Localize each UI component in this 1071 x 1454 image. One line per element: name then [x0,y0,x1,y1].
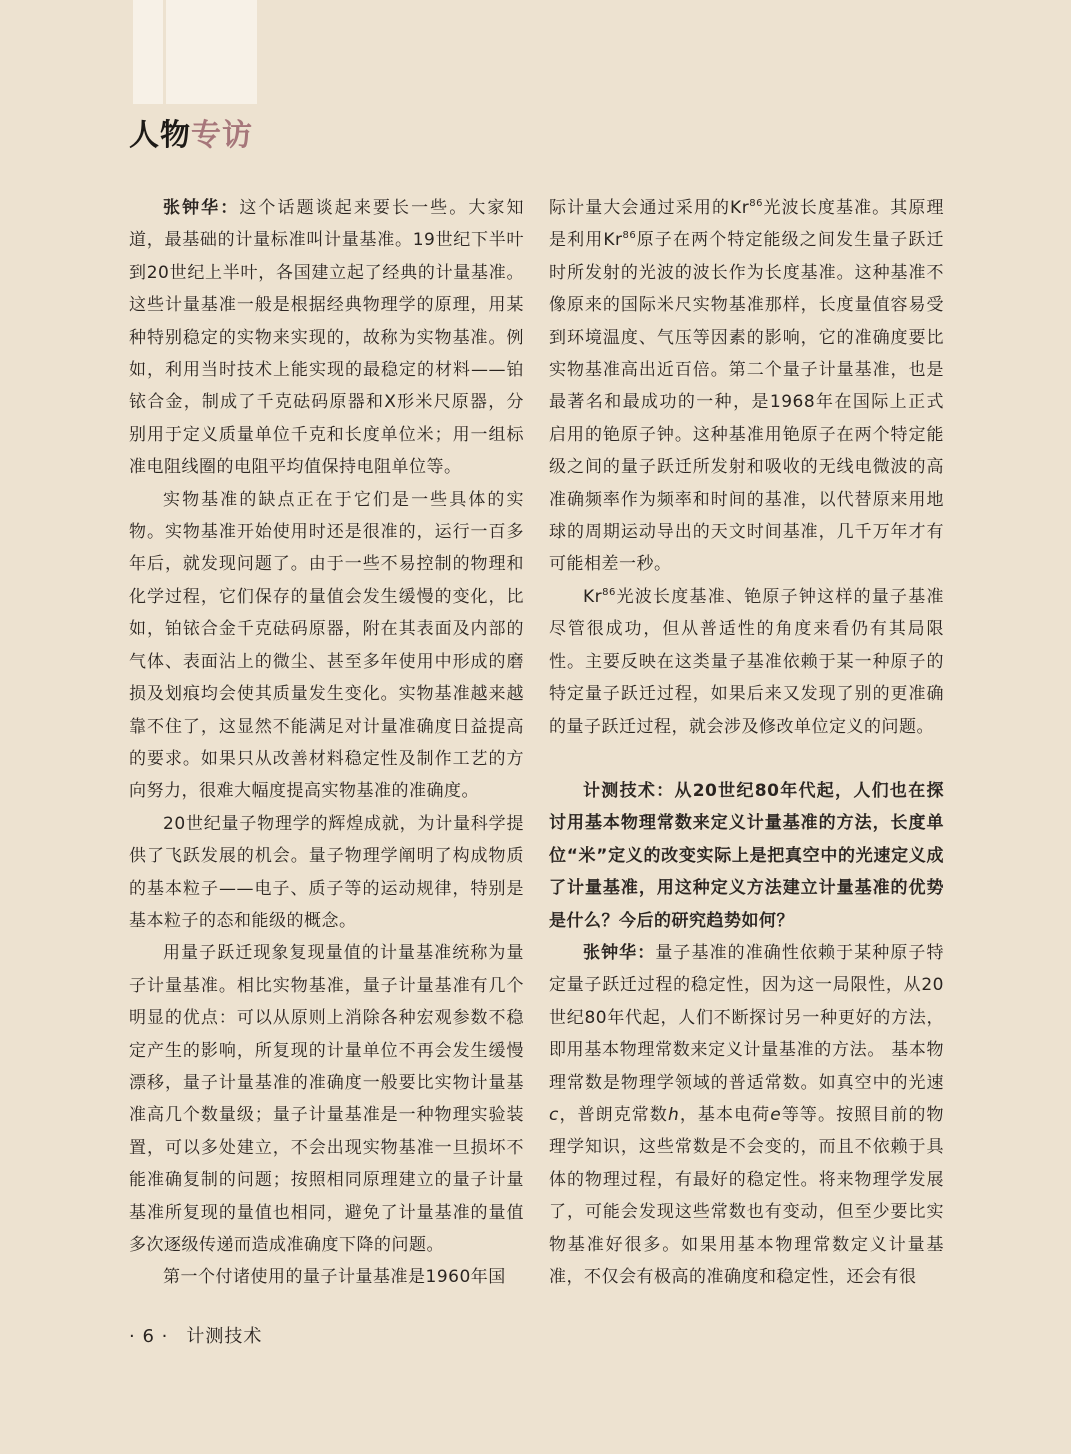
speaker-label: 计测技术： [583,780,675,801]
speaker-label: 张钟华： [163,198,240,218]
paragraph: 第一个付诸使用的量子计量基准是1960年国 [163,1267,506,1288]
symbol-h: h [667,1104,680,1125]
page-footer [129,1322,262,1348]
header-tab-decoration [133,0,257,104]
paragraph-text: ，普朗克常数 [558,1104,668,1125]
left-column [129,192,524,1294]
paragraph: 20世纪量子物理学的辉煌成就，为计量科学提供了飞跃发展的机会。量子物理学阐明了构成物质的基本粒子——电子、质子等的运动规律，特别是基本粒子的态和能级的概念。 [129,813,524,931]
paragraph-text: ，基本电荷 [679,1104,771,1125]
speaker-label: 张钟华： [583,942,656,963]
symbol-e: e [770,1104,782,1125]
paragraph-text: 光波长度基准。其原理是利用Kr [549,198,944,251]
header-tab-line [163,0,166,104]
superscript: 86 [602,586,616,598]
symbol-c: c [549,1104,559,1125]
paragraph-text: 光波长度基准、铯原子钟这样的量子基准尽管很成功，但从普适性的角度来看仍有其局限性。主要反映在这类量子基准依赖于某一种原子的特定量子跃迁过程，如果后来又发现了别的更准确的量子跃迁过程，就会涉及修改单位定义的问题。 [549,586,944,737]
paragraph-text: 量子基准的准确性依赖于某种原子特定量子跃迁过程的稳定性，因为这一局限性，从20世纪80年代起，人们不断探讨另一种更好的方法，即用基本物理常数来定义计量基准的方法。 基本物理常数是物理学领域的普适常数。如真空中的光速 [549,942,945,1093]
paragraph [549,192,944,581]
paragraph [129,192,524,484]
paragraph: 实物基准的缺点正在于它们是一些具体的实物。实物基准开始使用时还是很准的，运行一百多年后，就发现问题了。由于一些不易控制的物理和化学过程，它们保存的量值会发生缓慢的变化，比如，铂铱合金千克砝码原器，附在其表面及内部的气体、表面沾上的微尘、甚至多年使用中形成的磨损及划痕均会使其质量发生变化。实物基准越来越靠不住了，这显然不能满足对计量准确度日益提高的要求。如果只从改善材料稳定性及制作工艺的方向努力，很难大幅度提高实物基准的准确度。 [129,489,524,802]
paragraph: 用量子跃迁现象复现量值的计量基准统称为量子计量基准。相比实物基准，量子计量基准有几个明显的优点：可以从原则上消除各种宏观参数不稳定产生的影响，所复现的计量单位不再会发生缓慢漂移，量子计量基准的准确度一般要比实物计量基准高几个数量级；量子计量基准是一种物理实验装置，可以多处建立，不会出现实物基准一旦损坏不能准确复制的问题；按照相同原理建立的量子计量基准所复现的量值也相同，避免了计量基准的量值多次逐级传递而造成准确度下降的问题。 [129,943,524,1255]
section-title [129,116,253,156]
section-title-part2: 专访 [191,118,253,153]
superscript: 86 [749,198,763,209]
paragraph-text: 等等。按照目前的物理学知识，这些常数是不会变的，而且不依赖于具体的物理过程，有最好的稳定性。将来物理学发展了，可能会发现这些常数也有变动，但至少要比实物基准好很多。如果用基本物理常数定义计量基准，不仅会有极高的准确度和稳定性，还会有很 [549,1104,945,1287]
paragraph-text: Kr [583,586,603,607]
paragraph [549,581,944,743]
paragraph-spacer [549,743,944,775]
paragraph-text: 原子在两个特定能级之间发生量子跃迁时所发射的光波的波长作为长度基准。这种基准不像原来的国际米尺实物基准那样，长度量值容易受到环境温度、气压等因素的影响，它的准确度要比实物基准高出近百倍。第二个量子计量基准，也是最著名和最成功的一种，是1968年在国际上正式启用的铯原子钟。这种基准用铯原子在两个特定能级之间的量子跃迁所发射和吸收的无线电微波的高准确频率作为频率和时间的基准，以代替原来用地球的周期运动导出的天文时间基准，几千万年才有可能相差一秒。 [549,230,945,575]
interview-question [549,775,944,937]
paragraph [549,937,944,1293]
right-column [549,192,944,1293]
paragraph-text: 这个话题谈起来要长一些。大家知道，最基础的计量标准叫计量基准。19世纪下半叶到20世纪上半叶，各国建立起了经典的计量基准。这些计量基准一般是根据经典物理学的原理，用某种特别稳定的实物来实现的，故称为实物基准。例如，利用当时技术上能实现的最稳定的材料——铂铱合金，制成了千克砝码原器和X形米尺原器，分别用于定义质量单位千克和长度单位米；用一组标准电阻线圈的电阻平均值保持电阻单位等。 [129,198,525,478]
section-title-part1: 人物 [129,118,191,153]
paragraph-text: 际计量大会通过采用的Kr [549,198,750,218]
page-number: · 6 · [129,1326,169,1347]
journal-name: 计测技术 [186,1326,263,1347]
question-text: 从20世纪80年代起，人们也在探讨用基本物理常数来定义计量基准的方法，长度单位“米”定义的改变实际上是把真空中的光速定义成了计量基准，用这种定义方法建立计量基准的优势是什么？今后的研究趋势如何？ [549,780,944,931]
superscript: 86 [622,230,637,242]
